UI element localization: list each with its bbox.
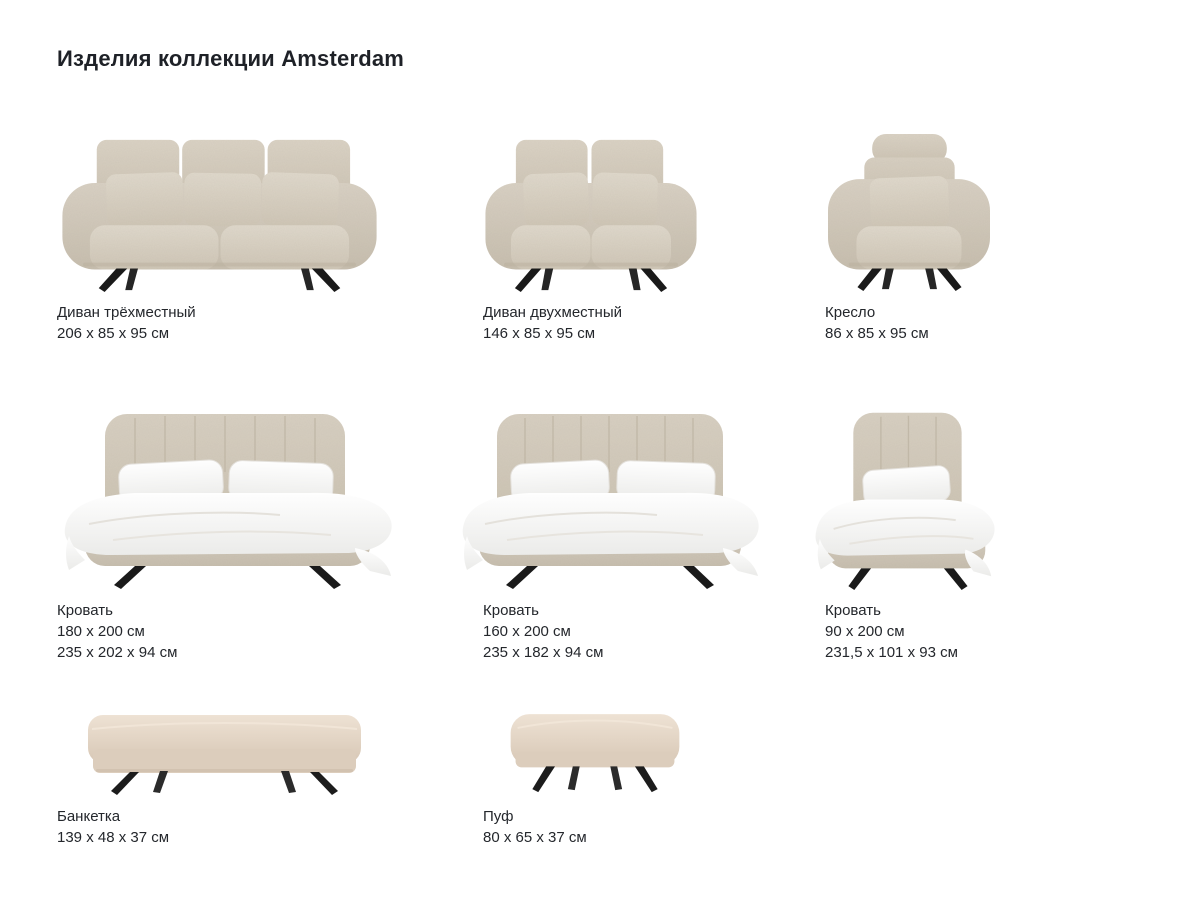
product-dimensions: 235 x 182 x 94 см [483,644,604,661]
product-card-sofa-3-seat [57,132,382,344]
product-name: Кровать [825,602,881,619]
product-label [483,601,765,663]
product-dimensions: 231,5 x 101 x 93 см [825,644,958,661]
sofa-2-seat-illustration [480,132,702,294]
pouf-illustration [484,703,706,798]
bench-illustration [72,703,377,798]
product-label [57,807,377,848]
product-name: Банкетка [57,808,121,825]
product-name: Диван трёхместный [57,304,196,321]
product-label [483,303,702,344]
product-card-armchair [823,132,995,344]
sofa-3-seat-illustration [57,132,382,294]
product-dimensions: 146 x 85 x 95 см [483,325,596,342]
product-dimensions: 139 x 48 x 37 см [57,829,170,846]
product-dimensions: 206 x 85 x 95 см [57,325,170,342]
product-sleep-size: 180 x 200 см [57,623,145,640]
product-label [825,303,995,344]
product-card-bed-160 [455,400,765,663]
product-name: Кровать [483,602,539,619]
product-label [483,807,706,848]
bed-160-illustration [455,400,765,592]
product-card-bench [57,703,377,848]
page-title: Изделия коллекции Amsterdam [57,46,405,71]
product-card-sofa-2-seat [480,132,702,344]
product-label [825,601,1002,663]
product-sleep-size: 160 x 200 см [483,623,571,640]
product-name: Кровать [57,602,113,619]
product-card-pouf [484,703,706,848]
product-name: Пуф [483,808,514,825]
product-sleep-size: 90 x 200 см [825,623,905,640]
product-label [57,303,382,344]
product-name: Кресло [825,304,876,321]
product-dimensions: 86 x 85 x 95 см [825,325,929,342]
product-name: Диван двухместный [483,304,622,321]
bed-90-illustration [810,400,1002,592]
product-card-bed-180 [55,400,400,663]
product-label [57,601,400,663]
product-dimensions: 235 x 202 x 94 см [57,644,178,661]
armchair-illustration [823,132,995,294]
product-card-bed-90 [810,400,1002,663]
product-dimensions: 80 x 65 x 37 см [483,829,587,846]
bed-180-illustration [55,400,400,592]
